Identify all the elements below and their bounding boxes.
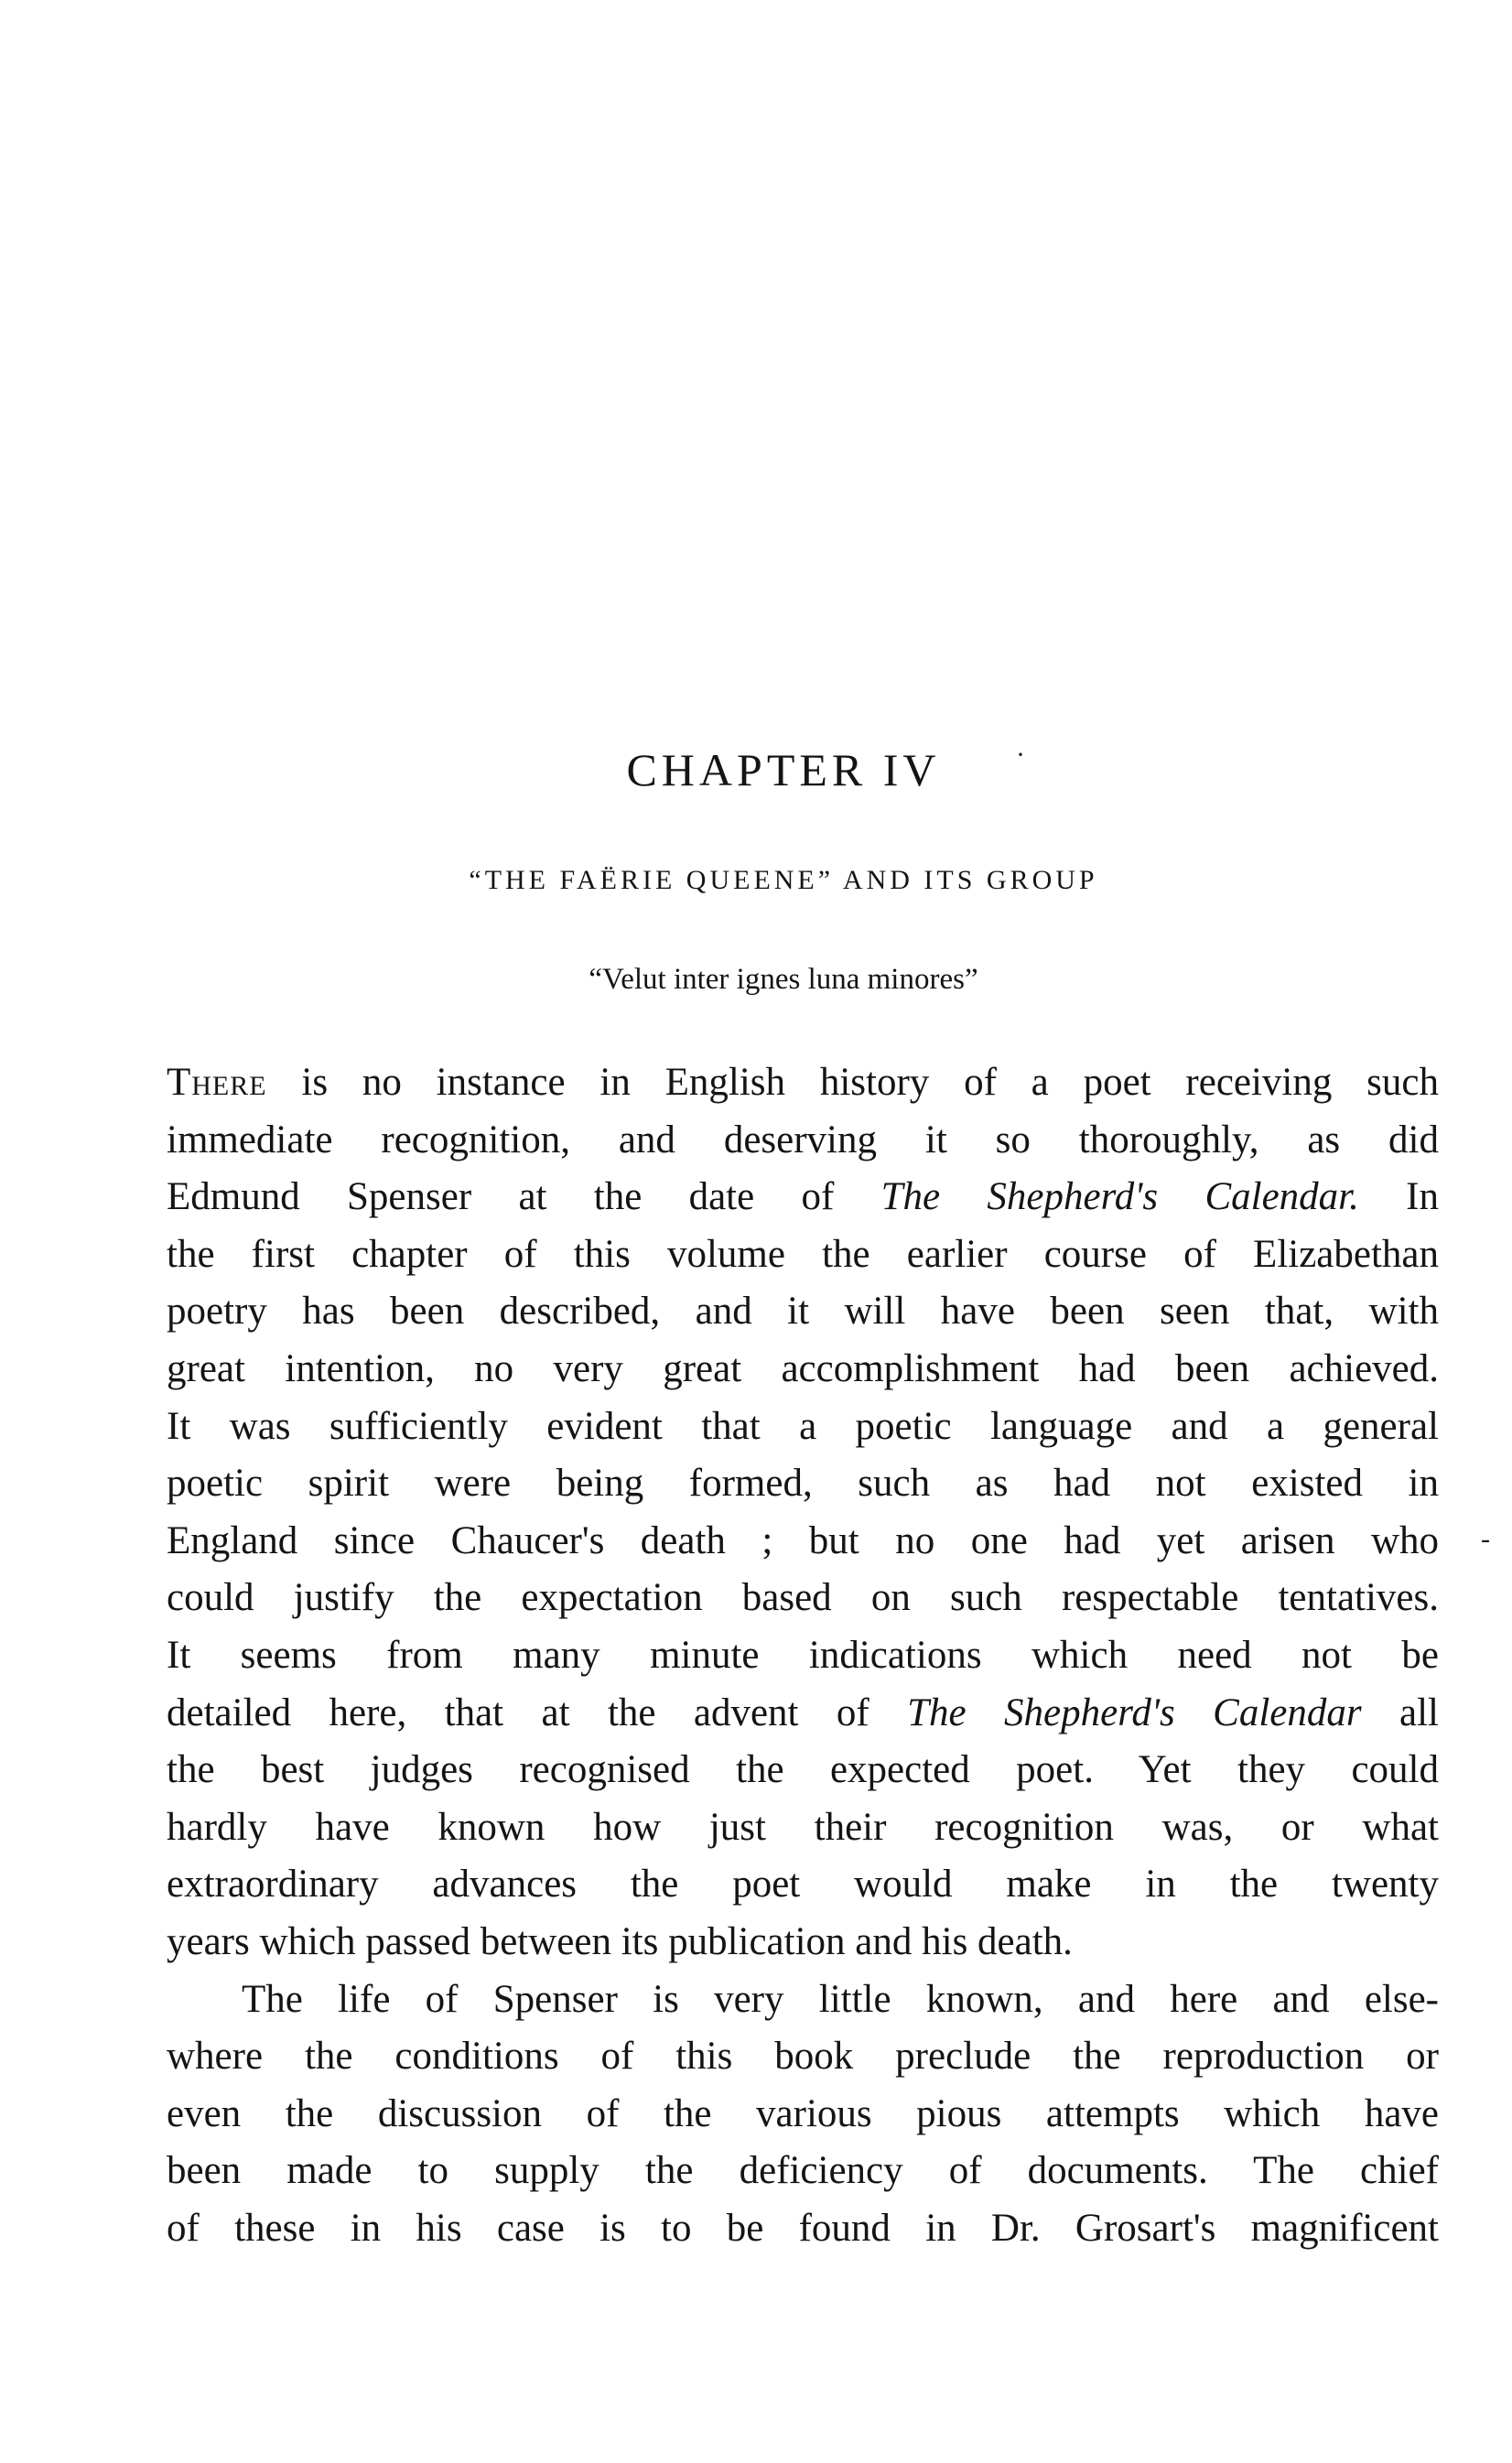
paragraph-1 [167,1054,1439,1971]
text-line: years which passed between its publication and his death. [167,1919,1073,1963]
subtitle-close: ” AND ITS GROUP [817,865,1098,895]
subtitle-work-title: FAËRIE QUEENE [559,865,818,895]
chapter-title: CHAPTER IV [626,744,941,795]
text-line: It seems from many minute indications which need not be [167,1633,1439,1677]
text-fragment: In [1358,1175,1440,1219]
text-fragment: Edmund Spenser at the date of [167,1175,881,1219]
text-line: where the conditions of this book preclude the reproduction or [167,2035,1439,2079]
text-fragment: all [1361,1691,1440,1734]
text-line [167,1685,1439,1743]
subtitle-open: “THE [469,865,560,895]
text-line: poetic spirit were being formed, such as had not existed in [167,1462,1439,1506]
text-line: The life of Spenser is very little known, and here and else- [242,1977,1439,2021]
opening-word: There [167,1061,267,1104]
work-title-italic: The Shepherd's Calendar [907,1691,1362,1734]
stray-print-mark: · [1016,740,1025,770]
text-line [167,1169,1439,1226]
text-line: poetry has been described, and it will have been seen that, with [167,1290,1439,1334]
text-line: It was sufficiently evident that a poetic language and a general [167,1404,1439,1448]
text-line: of these in his case is to be found in Dr. Grosart's magnificent [167,2206,1439,2250]
chapter-subtitle [0,865,1512,896]
text-line: England since Chaucer's death ; but no one had yet arisen who [167,1518,1439,1562]
margin-mark: - [1481,1524,1490,1554]
epigraph: “Velut inter ignes luna minores” [589,963,978,996]
text-line: immediate recognition, and deserving it so thoroughly, as did [167,1118,1439,1161]
text-line: hardly have known how just their recognition was, or what [167,1805,1439,1849]
text-line: even the discussion of the various pious attempts which have [167,2091,1439,2135]
work-title-italic: The Shepherd's Calendar. [880,1175,1359,1219]
text-line: could justify the expectation based on such respectable tentatives. [167,1576,1439,1620]
text-line [167,1054,1439,1112]
text-fragment: is no instance in English history of a poet receiving such [266,1061,1439,1104]
body-text [167,1054,1439,2257]
text-line: the best judges recognised the expected poet. Yet they could [167,1748,1439,1792]
text-fragment: detailed here, that at the advent of [167,1691,908,1734]
text-line: great intention, no very great accomplishment had been achieved. [167,1346,1439,1390]
text-line: been made to supply the deficiency of documents. The chief [167,2149,1439,2193]
text-line: extraordinary advances the poet would make in the twenty [167,1863,1439,1907]
text-line: the first chapter of this volume the earlier course of Elizabethan [167,1232,1439,1276]
paragraph-2 [167,1971,1439,2258]
